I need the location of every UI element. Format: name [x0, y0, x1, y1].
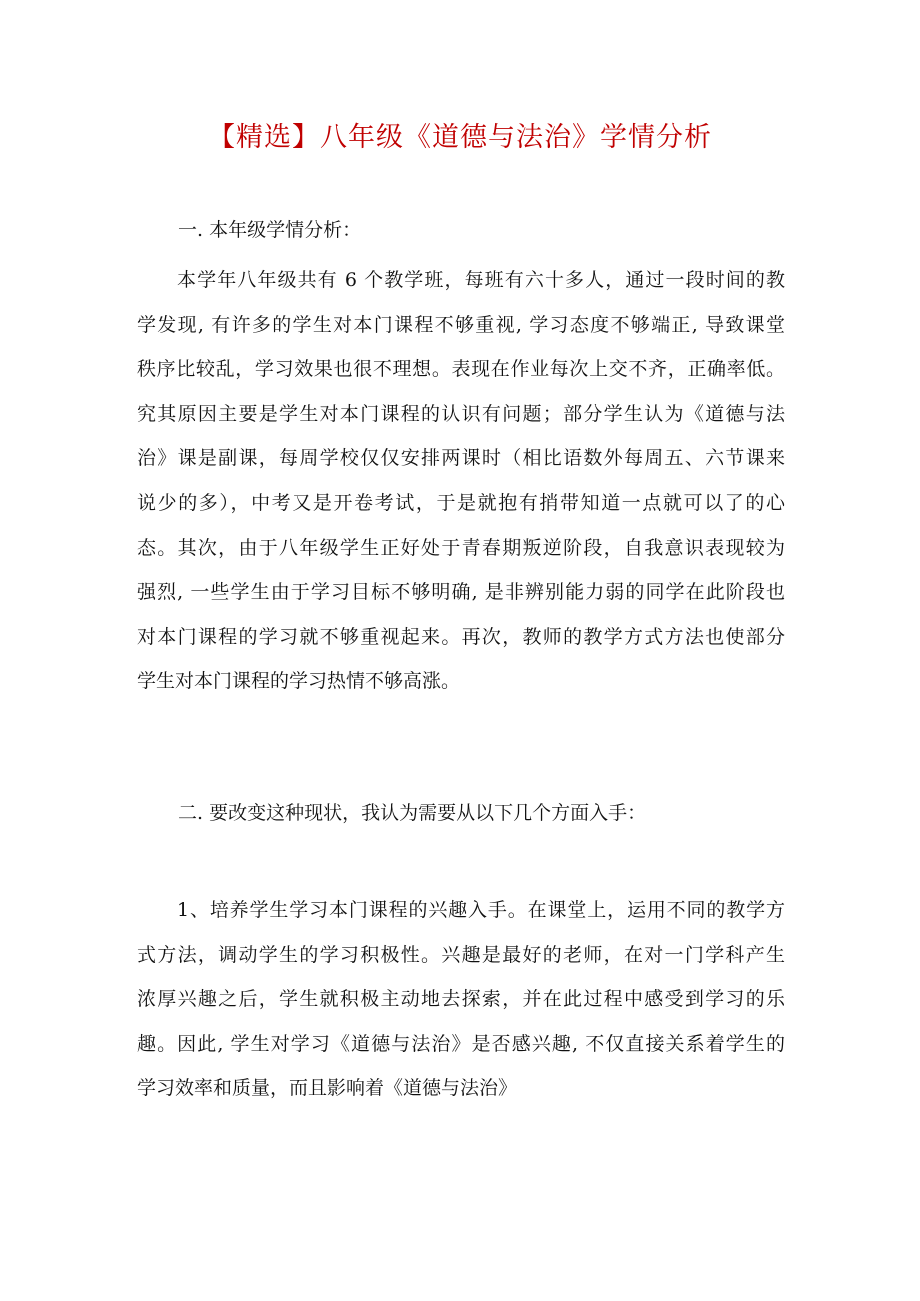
paragraph-line: 趣。因此, 学生对学习《道德与法治》是否感兴趣, 不仅直接关系着学生的	[137, 1032, 785, 1055]
paragraph-line: 式方法，调动学生的学习积极性。兴趣是最好的老师，在对一门学科产生	[137, 943, 785, 966]
paragraph-line: 秩序比较乱，学习效果也很不理想。表现在作业每次上交不齐，正确率低。	[137, 358, 785, 381]
paragraph-line: 说少的多），中考又是开卷考试，于是就抱有捎带知道一点就可以了的心	[137, 491, 785, 514]
paragraph-line: 学习效率和质量，而且影响着《道德与法治》	[137, 1077, 518, 1100]
paragraph-line: 1、培养学生学习本门课程的兴趣入手。在课堂上，运用不同的教学方	[177, 899, 785, 921]
paragraph-line: 学生对本门课程的学习热情不够高涨。	[137, 670, 461, 693]
paragraph-line: 本学年八年级共有 6 个教学班，每班有六十多人，通过一段时间的教	[177, 269, 785, 291]
section-heading-1: 一. 本年级学情分析：	[178, 219, 362, 241]
paragraph-line: 浓厚兴趣之后，学生就积极主动地去探索，并在此过程中感受到学习的乐	[137, 988, 785, 1011]
paragraph-2	[137, 888, 785, 1111]
paragraph-line: 治》课是副课，每周学校仅仅安排两课时（相比语数外每周五、六节课来	[137, 447, 785, 470]
paragraph-line: 态。其次，由于八年级学生正好处于青春期叛逆阶段，自我意识表现较为	[137, 536, 785, 559]
paragraph-line: 学发现, 有许多的学生对本门课程不够重视, 学习态度不够端正, 导致课堂	[137, 313, 785, 336]
paragraph-line: 对本门课程的学习就不够重视起来。再次，教师的教学方式方法也使部分	[137, 625, 785, 648]
paragraph-1	[137, 258, 785, 704]
document-title: 【精选】八年级《道德与法治》学情分析	[208, 122, 712, 153]
paragraph-line: 强烈, 一些学生由于学习目标不够明确, 是非辨别能力弱的同学在此阶段也	[137, 581, 785, 604]
paragraph-line: 究其原因主要是学生对本门课程的认识有问题；部分学生认为《道德与法	[137, 402, 785, 425]
section-heading-2: 二. 要改变这种现状，我认为需要从以下几个方面入手：	[178, 802, 647, 824]
